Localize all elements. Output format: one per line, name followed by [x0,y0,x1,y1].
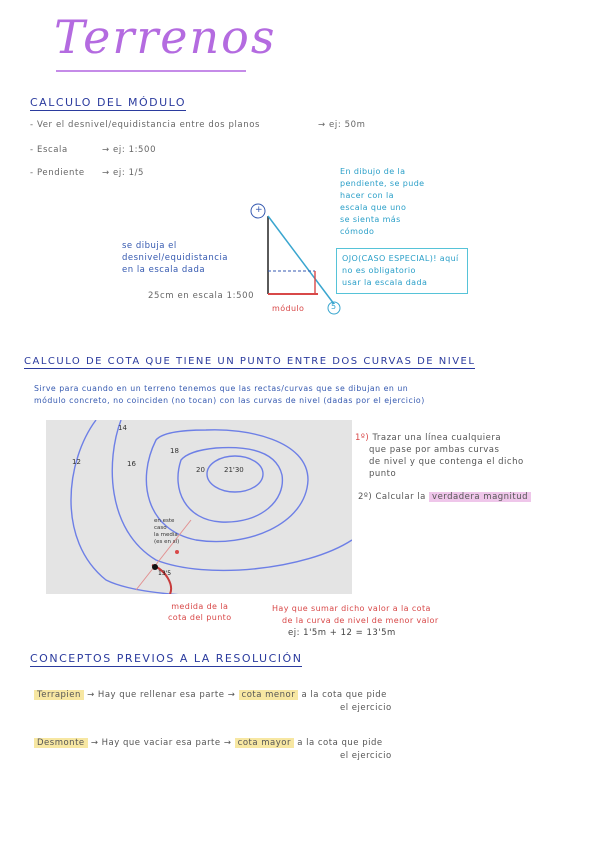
page-title: Terrenos [54,10,277,64]
note-desnivel: se dibuja el desnivel/equidistancia en la escala dada [122,241,229,275]
intro-line-1: Sirve para cuando en un terreno tenemos que las rectas/curvas que se dibujan en un [34,384,409,393]
result-line-2: de la curva de nivel de menor valor [282,616,439,625]
bullet-pendiente-example: → ej: 1/5 [102,168,145,178]
modulo-label: módulo [272,304,305,313]
note-box-escala: OJO(CASO ESPECIAL)! aquí no es obligatorio usar la escala dada [336,248,468,294]
result-formula: ej: 1'5m + 12 = 13'5m [288,628,396,638]
plus-label: + [255,205,263,215]
desmonte-tail: el ejercicio [340,751,392,761]
section3-heading: CONCEPTOS PREVIOS A LA RESOLUCIÓN [30,652,303,665]
bullet-desnivel: - Ver el desnivel/equidistancia entre dos planos [30,120,261,130]
contour-label-12: 12 [72,458,81,466]
five-label: 5 [331,302,337,311]
map-note: en este caso la media (es en sí) [154,518,180,545]
step-1: 1º) Trazar una línea cualquiera que pase por ambas curvas de nivel y que contenga el dicho punto [355,433,524,479]
note-pendiente: En dibujo de la pendiente, se pude hacer con la escala que uno se sienta más cómodo [340,167,425,236]
bullet-escala: - Escala [30,145,68,155]
section2-heading: CALCULO DE COTA QUE TIENE UN PUNTO ENTRE DOS CURVAS DE NIVEL [24,356,476,367]
contour-label-16: 16 [127,460,136,468]
contour-map [46,420,352,594]
contour-label-14: 14 [118,424,127,432]
slope-line [268,216,334,304]
point-label: 13'5 [158,570,172,577]
desmonte-row: Desmonte → Hay que vaciar esa parte → cota mayor a la cota que pide [34,738,383,748]
contour-label-18: 18 [170,447,179,455]
terrapien-row: Terrapien → Hay que rellenar esa parte → cota menor a la cota que pide [34,690,387,700]
bullet-pendiente: - Pendiente [30,168,85,178]
bullet-desnivel-example: → ej: 50m [318,120,366,130]
medida-note: medida de la cota del punto [168,602,232,622]
terrapien-tail: el ejercicio [340,703,392,713]
bullet-escala-example: → ej: 1:500 [102,145,157,155]
contour-lines [46,420,352,594]
section1-heading: CALCULO DEL MÓDULO [30,96,187,109]
title-underline [56,70,246,72]
step-2: 2º) Calcular la verdadera magnitud [358,492,531,502]
intro-line-2: módulo concreto, no coinciden (no tocan) con las curvas de nivel (dadas por el ejercicio) [34,396,425,405]
result-line-1: Hay que sumar dicho valor a la cota [272,604,431,613]
contour-label-20: 20 [196,466,205,474]
note-25cm: 25cm en escala 1:500 [148,291,255,301]
contour-label-21-30: 21'30 [224,466,244,474]
